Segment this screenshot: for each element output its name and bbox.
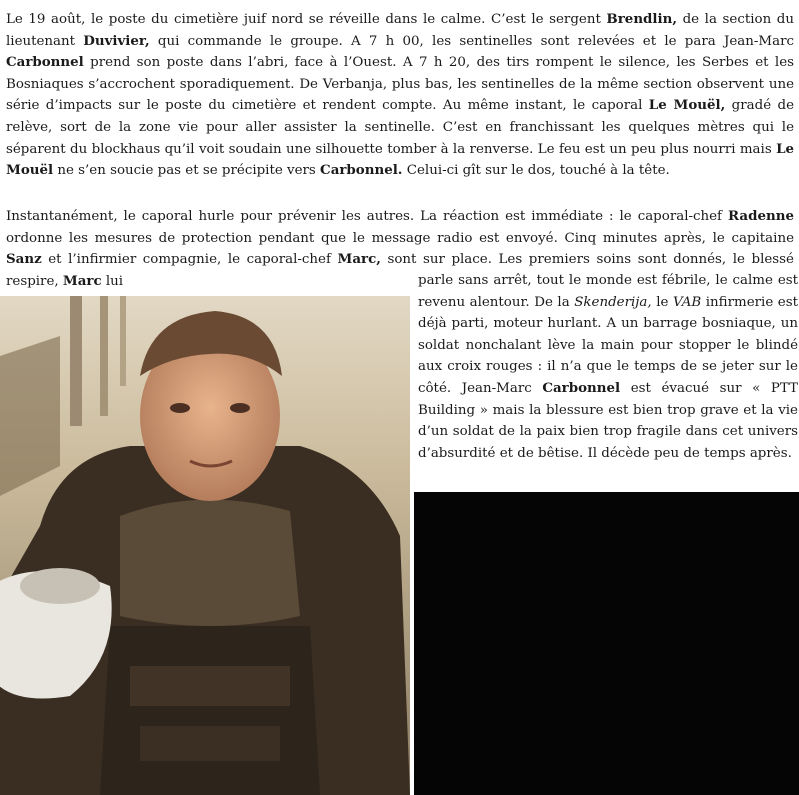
bold-name-run: Marc bbox=[62, 272, 102, 289]
black-block bbox=[414, 492, 799, 795]
italic-run: Skenderija, bbox=[574, 294, 652, 310]
text-run: et l’infirmier compagnie, le caporal-chef bbox=[41, 252, 338, 268]
text-run: sont sur place. Les premiers soins sont donnés, le blessé respire, bbox=[6, 252, 794, 289]
text-run: lui bbox=[101, 273, 124, 289]
text-column-right bbox=[418, 270, 798, 464]
bold-name-run: Carbonnel bbox=[542, 379, 621, 396]
text-run: ne s’en soucie pas et se précipite vers bbox=[53, 163, 321, 179]
italic-run: VAB bbox=[672, 294, 702, 310]
soldier-photo bbox=[0, 296, 410, 795]
text-run: Le 19 août, le poste du cimetière juif nord se réveille dans le calme. C’est le sergent bbox=[6, 12, 607, 27]
text-run: de la section du lieutenant bbox=[6, 12, 794, 49]
soldier-portrait-image bbox=[0, 296, 410, 795]
text-run: infirmerie est déjà parti, moteur hurlant. A un barrage bosniaque, un soldat nonchalant lève la main pour stopper le blindé aux croix rouges : il n’a que le temps de se jeter sur le côté. Jean-Marc bbox=[418, 294, 798, 396]
text-run: prend son poste dans l’abri, face à l’Ouest. A 7 h 20, des tirs rompent le silence, les Serbes et les Bosniaques s’accrochent sporadiquement. De Verbanja, plus bas, les sentinelles de la même section observent une série d’impacts sur le poste du cimetière et rendent compte. Au même instant, le caporal bbox=[6, 55, 794, 114]
bold-name-run: Le Mouël bbox=[6, 140, 794, 179]
text-run: Instantanément, le caporal hurle pour prévenir les autres. La réaction est immédiate : le caporal-chef bbox=[6, 209, 728, 224]
bold-name-run: Radenne bbox=[728, 208, 794, 224]
bold-name-run: Brendlin, bbox=[606, 11, 677, 27]
bold-name-run: Duvivier, bbox=[83, 32, 150, 49]
text-run: gradé de relève, sort de la zone vie pour aller assister la sentinelle. C’est en franchissant les quelques mètres qui le séparent du blockhaus qu’il voit soudain une silhouette tomber à la renverse. Le feu est un peu plus nourri mais bbox=[6, 98, 794, 157]
bold-name-run: Carbonnel bbox=[6, 54, 84, 71]
bold-name-run: Sanz bbox=[6, 251, 42, 268]
bold-name-run: Le Mouël, bbox=[648, 97, 726, 114]
text-run: qui commande le groupe. A 7 h 00, les sentinelles sont relevées et le para Jean-Marc bbox=[149, 33, 794, 49]
bold-name-run: Carbonnel. bbox=[320, 162, 403, 179]
paragraph-1 bbox=[6, 9, 794, 182]
text-run: est évacué sur « PTT Building » mais la blessure est bien trop grave et la vie d’un soldat de la paix bien trop fragile dans cet univers d’absurdité et de bêtise. Il décède peu de temps après. bbox=[418, 380, 798, 461]
text-run: ordonne les mesures de protection pendant que le message radio est envoyé. Cinq minutes après, le capitaine bbox=[6, 230, 794, 246]
bold-name-run: Marc, bbox=[337, 251, 381, 268]
text-run: parle sans arrêt, tout le monde est fébrile, le calme est revenu alentour. De la bbox=[418, 273, 798, 310]
text-run: le bbox=[651, 294, 673, 310]
text-run: Celui-ci gît sur le dos, touché à la tête. bbox=[402, 163, 670, 179]
